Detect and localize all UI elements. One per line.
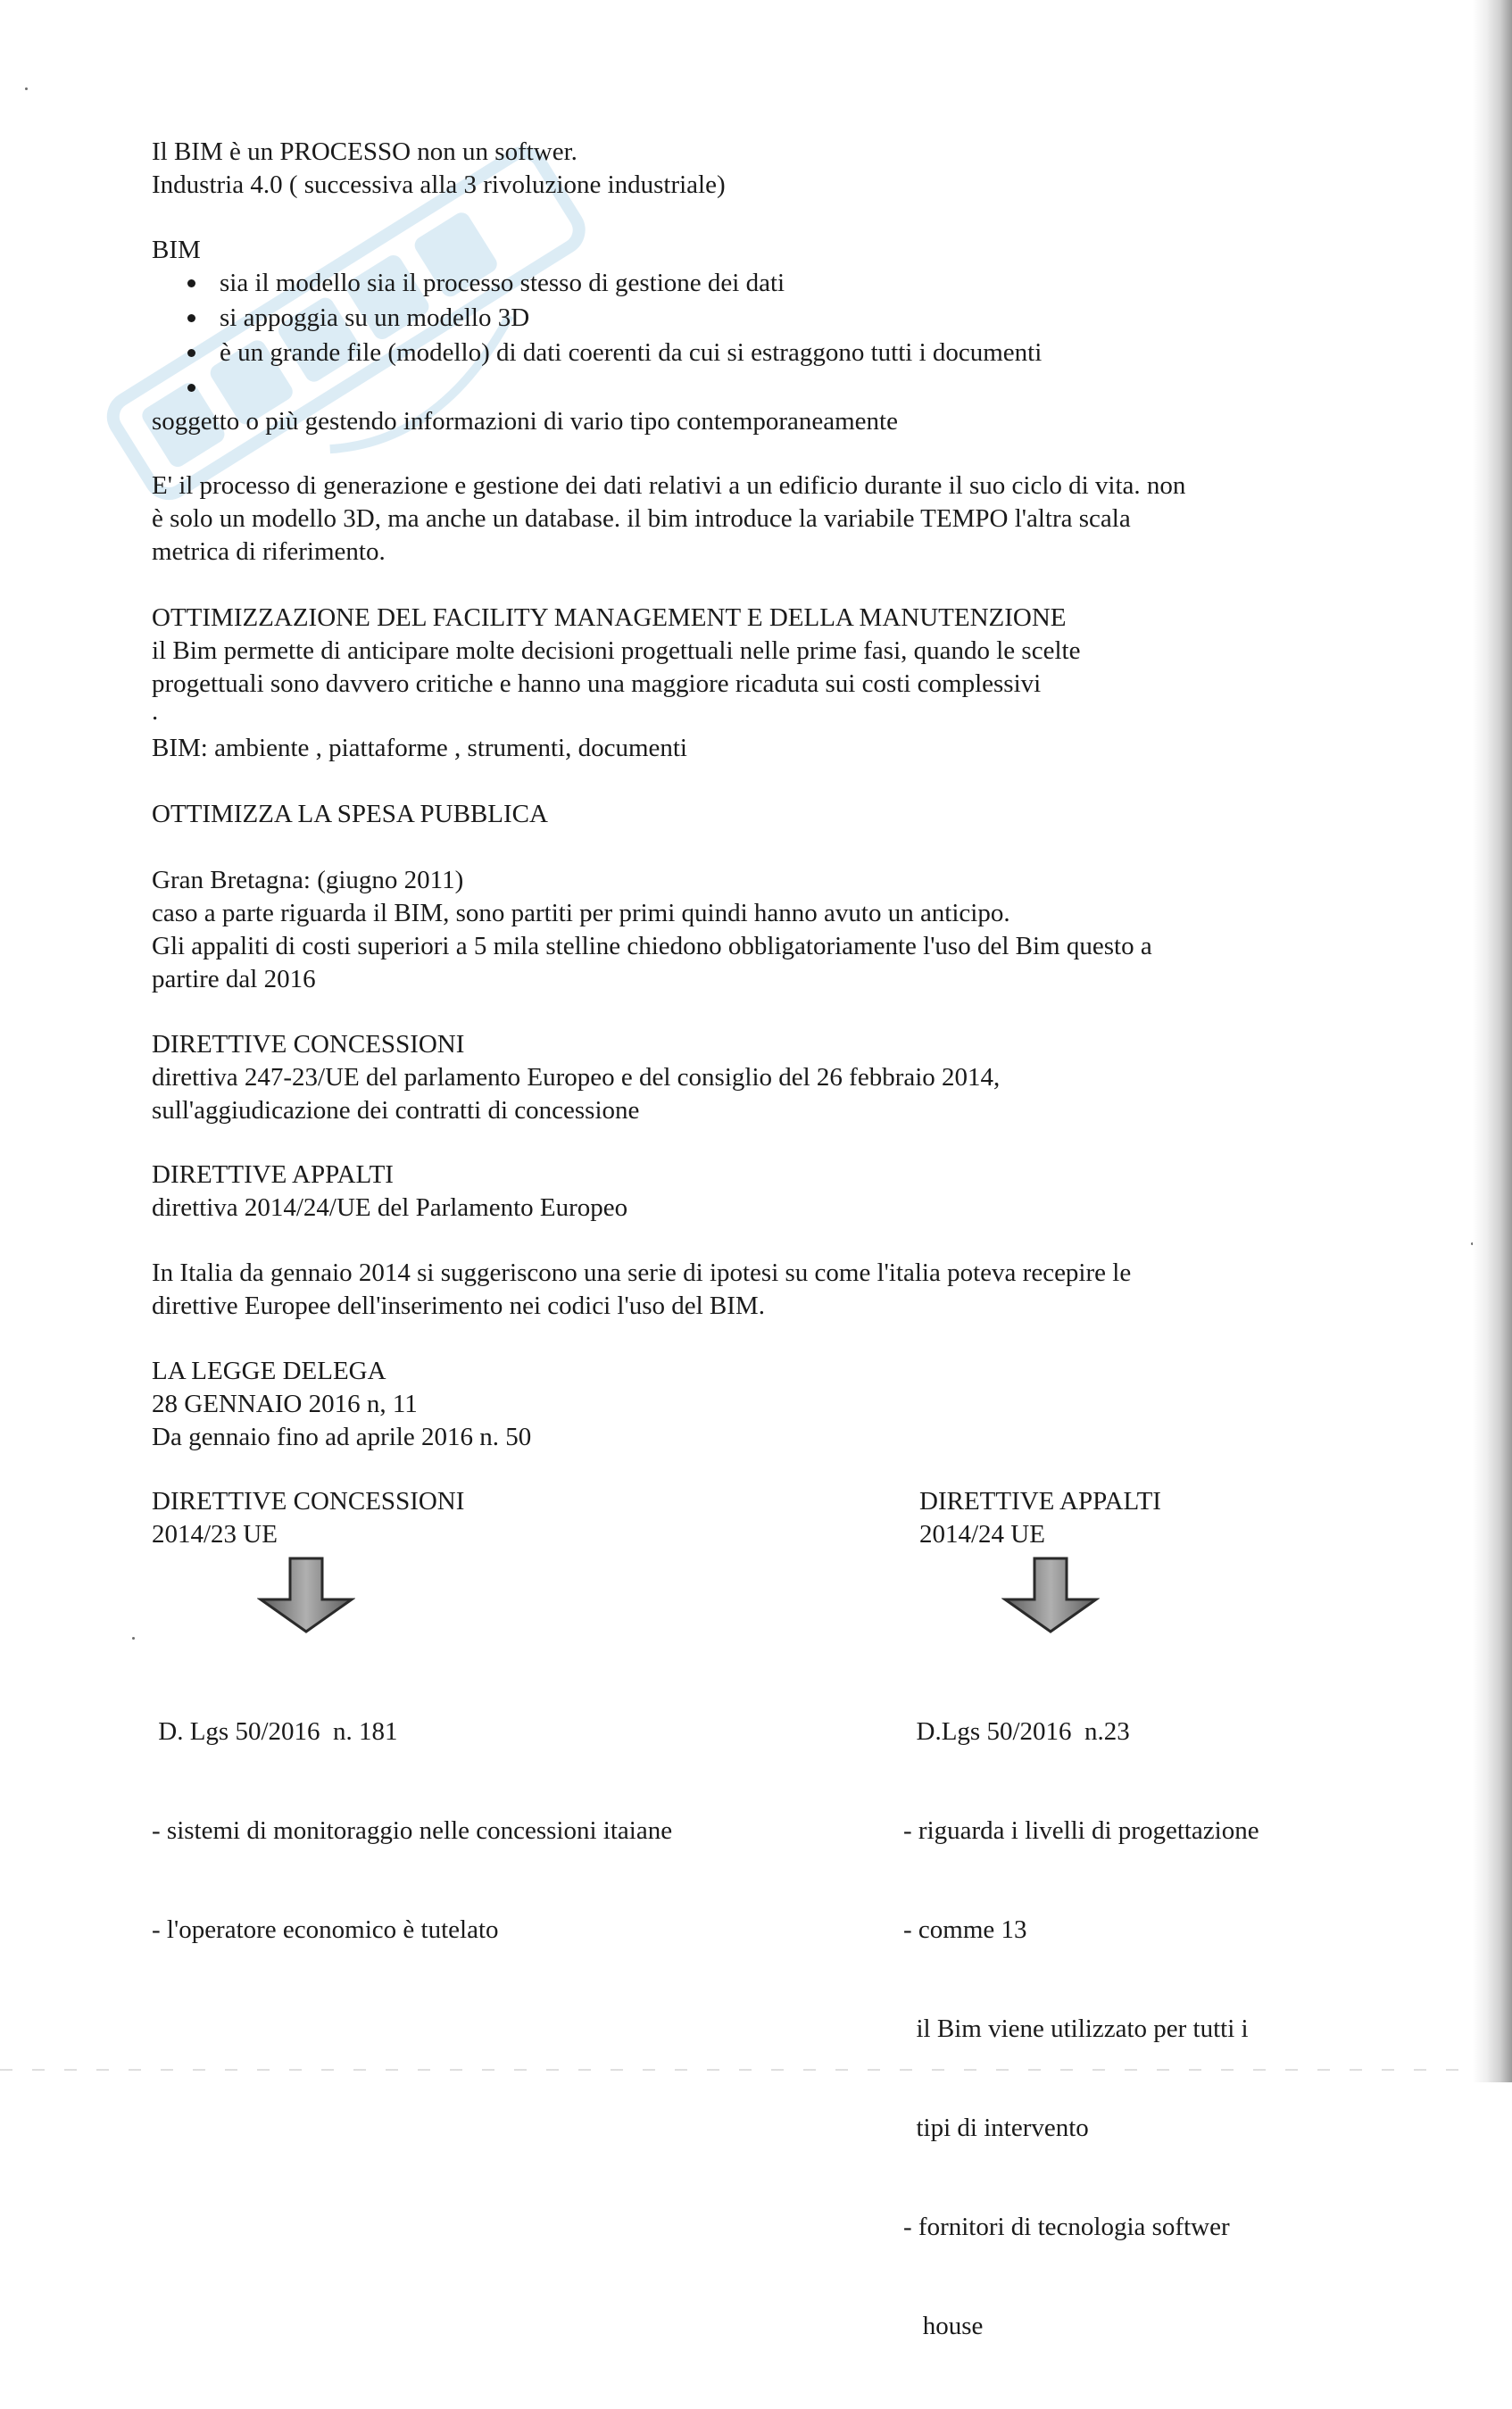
scan-page-edge	[1473, 0, 1512, 2082]
right-column-heading: DIRETTIVE APPALTI 2014/24 UE	[919, 1487, 1161, 1549]
ottimizzazione-section: OTTIMIZZAZIONE DEL FACILITY MANAGEMENT E DELLA MANUTENZIONE il Bim permette di anticipare molte decisioni progettuali nelle prime fasi, quando le scelte progettuali sono davvero critiche e hanno una maggiore ricaduta sui costi complessivi .	[152, 603, 1081, 726]
intro-line: Il BIM è un PROCESSO non un softwer.	[152, 137, 577, 166]
scan-speck	[132, 1637, 135, 1640]
section-heading: DIRETTIVE CONCESSIONI	[152, 1030, 465, 1059]
spesa-heading: OTTIMIZZA LA SPESA PUBBLICA	[152, 800, 548, 828]
italia-paragraph: In Italia da gennaio 2014 si suggeriscono una serie di ipotesi su come l'italia poteva recepire le direttive Europee dell'inserimento nei codici l'uso del BIM.	[152, 1258, 1132, 1320]
intro-block	[152, 136, 726, 202]
section-heading: OTTIMIZZAZIONE DEL FACILITY MANAGEMENT E DELLA MANUTENZIONE	[152, 603, 1067, 632]
section-heading: DIRETTIVE APPALTI	[152, 1160, 394, 1189]
direttive-concessioni-section: DIRETTIVE CONCESSIONI direttiva 247-23/UE del parlamento Europeo e del consiglio del 26 febbraio 2014, sull'aggiudicazione dei contratti di concessione	[152, 1030, 1001, 1125]
intro-line: Industria 4.0 ( successiva alla 3 rivoluzione industriale)	[152, 170, 726, 199]
soggetto-line: soggetto o più gestendo informazioni di vario tipo contemporaneamente	[152, 407, 898, 436]
bullet-icon	[187, 314, 195, 322]
legge-delega-section: LA LEGGE DELEGA 28 GENNAIO 2016 n, 11 Da gennaio fino ad aprile 2016 n. 50	[152, 1357, 532, 1451]
direttive-appalti-section: DIRETTIVE APPALTI direttiva 2014/24/UE del Parlamento Europeo	[152, 1160, 628, 1222]
left-column-heading: DIRETTIVE CONCESSIONI 2014/23 UE	[152, 1487, 465, 1549]
bullet-icon	[187, 384, 195, 392]
scan-edge-line	[0, 2069, 1512, 2071]
left-column-body: D. Lgs 50/2016 n. 181 - sistemi di monitoraggio nelle concessioni itaiane - l'operatore economico è tutelato	[152, 1717, 673, 1944]
scanned-page: Il BIM è un PROCESSO non un softwer. Industria 4.0 ( successiva alla 3 rivoluzione industriale) BIM sia il modello sia il processo stesso di gestione dei dati si appoggia su un modello 3D è un grande file (modello) di dati coerenti da cui si estraggono tutti i documenti soggetto o più gestendo informazioni di vario tipo contemporaneamente E' il processo di generazione e gestione dei dati relativi a un edificio durante il suo ciclo di vita. non è solo un modello 3D, ma anche un database. il bim introduce la variabile TEMPO l'altra scala metrica di riferimento. OTTIMIZZAZIONE DEL FACILITY MANAGEMENT E DELLA MANUTENZIONE il Bim permette di anticipare molte decisioni progettuali nelle prime fasi, quando le scelte progettuali sono davvero critiche e hanno una maggiore ricaduta sui costi complessivi . BIM: ambiente , piattaforme , strumenti, documenti OTTIMIZZA LA SPESA PUBBLICA Gran Bretagna: (giugno 2011) caso a parte riguarda il BIM, sono partiti per primi quindi hanno avuto un anticipo. Gli appaliti di costi superiori a 5 mila stelline chiedono obbligatoriamente l'uso del Bim questo a partire dal 2016 DIRETTIVE CONCESSIONI direttiva 247-23/UE del parlamento Europeo e del consiglio del 26 febbraio 2014, sull'aggiudicazione dei contratti di concessione DIRETTIVE APPALTI direttiva 2014/24/UE del Parlamento Europeo In Italia da gennaio 2014 si suggeriscono una serie di ipotesi su come l'italia poteva recepire le direttive Europee dell'inserimento nei codici l'uso del BIM. LA LEGGE DELEGA 28 GENNAIO 2016 n, 11 Da gennaio fino ad aprile 2016 n. 50 DIRETTIVE CONCESSIONI 2014/23 UE DIRETTIVE APPALTI 2014/24 UE D. Lgs 50/2016 n. 181 - sistemi di monitoraggio nelle concessioni itaiane - l'operatore economico è tutelato D.Lgs 50/2016 n.23 - riguarda i livelli di progettazione - comme 13 il Bim viene utilizzato per tutti i tipi di intervento - fornitori di tecnologia softwer house	[0, 0, 1512, 2082]
scan-speck	[25, 87, 28, 90]
gran-bretagna-section: Gran Bretagna: (giugno 2011) caso a parte riguarda il BIM, sono partiti per primi quindi hanno avuto un anticipo. Gli appaliti di costi superiori a 5 mila stelline chiedono obbligatoriamente l'uso del Bim questo a partire dal 2016	[152, 866, 1152, 993]
bim-heading: BIM	[152, 236, 201, 264]
bim-ambiente-line: BIM: ambiente , piattaforme , strumenti, documenti	[152, 734, 687, 762]
down-arrow-icon	[1001, 1555, 1100, 1635]
bullet-icon	[187, 279, 195, 287]
processo-paragraph: E' il processo di generazione e gestione dei dati relativi a un edificio durante il suo ciclo di vita. non è solo un modello 3D, ma anche un database. il bim introduce la variabile TEMPO l'altra scala metrica di riferimento.	[152, 471, 1186, 566]
down-arrow-icon	[257, 1555, 355, 1635]
section-heading: LA LEGGE DELEGA	[152, 1357, 386, 1385]
right-column-body: D.Lgs 50/2016 n.23 - riguarda i livelli di progettazione - comme 13 il Bim viene utilizzato per tutti i tipi di intervento - fornitori di tecnologia softwer house	[903, 1717, 1259, 2340]
bullet-icon	[187, 349, 195, 357]
